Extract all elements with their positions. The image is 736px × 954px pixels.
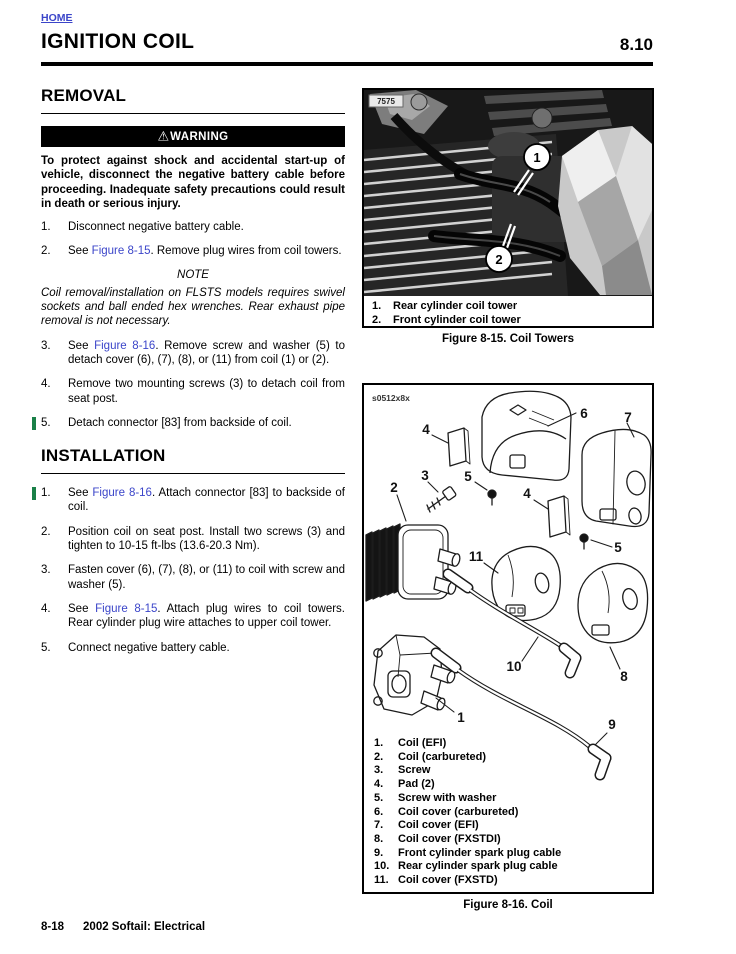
screw-drawing bbox=[427, 482, 457, 512]
header-rule bbox=[41, 62, 653, 66]
legend-item bbox=[374, 792, 604, 806]
step-text: Position coil on seat post. Install two screws (3) and tighten to 10-15 ft-lbs (13.6-20.3 Nm). bbox=[68, 525, 345, 553]
home-link[interactable]: HOME bbox=[41, 12, 73, 24]
removal-step-1 bbox=[41, 220, 345, 234]
step-number: 2. bbox=[41, 525, 51, 538]
legend-number: 4. bbox=[374, 778, 384, 791]
footer-chapter: 2002 Softail: Electrical bbox=[83, 921, 206, 933]
callout-4a: 4 bbox=[422, 422, 430, 437]
photo-callout-rear-tower bbox=[524, 144, 550, 170]
legend-label: Coil cover (carbureted) bbox=[398, 805, 519, 818]
legend-item bbox=[374, 806, 604, 820]
warning-triangle-icon: ⚠ bbox=[157, 128, 170, 144]
legend-item bbox=[374, 860, 604, 874]
legend-item bbox=[374, 778, 604, 792]
legend-item bbox=[374, 764, 604, 778]
legend-number: 1. bbox=[374, 737, 384, 749]
step-text: . Attach connector [83] to backside of coil. bbox=[68, 487, 345, 514]
installation-step-1 bbox=[41, 486, 345, 515]
legend-number: 5. bbox=[374, 791, 384, 804]
removal-step-4 bbox=[41, 377, 345, 406]
step-text: See bbox=[68, 339, 95, 352]
figure-8-16-link[interactable]: Figure 8-16 bbox=[92, 487, 152, 500]
svg-text:1: 1 bbox=[533, 150, 541, 165]
figure-8-15-caption: Figure 8-15. Coil Towers bbox=[441, 333, 575, 345]
installation-step-5 bbox=[41, 641, 345, 655]
svg-text:2: 2 bbox=[495, 252, 503, 267]
note-text: Coil removal/installation on FLSTS models requires swivel sockets and ball ended hex wrenches. Rear exhaust pipe removal is not necessary. bbox=[41, 286, 345, 328]
callout-4b: 4 bbox=[523, 486, 531, 501]
legend-label: Coil (EFI) bbox=[398, 737, 447, 749]
warning-banner bbox=[41, 126, 345, 147]
callout-3: 3 bbox=[421, 468, 429, 483]
removal-heading: REMOVAL bbox=[41, 86, 345, 114]
legend-label: Rear cylinder coil tower bbox=[393, 300, 518, 312]
installation-step-2 bbox=[41, 525, 345, 554]
step-text: Fasten cover (6), (7), (8), or (11) to coil with screw and washer (5). bbox=[68, 564, 345, 591]
removal-step-5 bbox=[41, 416, 345, 430]
step-number: 1. bbox=[41, 221, 51, 234]
step-number: 4. bbox=[41, 602, 51, 615]
svg-text:7575: 7575 bbox=[377, 97, 395, 106]
legend-label: Coil cover (FXSTD) bbox=[398, 874, 498, 887]
step-text: Detach connector [83] from backside of coil. bbox=[68, 416, 292, 429]
coil-cover-fxstd-drawing bbox=[484, 546, 560, 620]
step-number: 3. bbox=[41, 339, 51, 352]
legend-item bbox=[374, 819, 604, 833]
page-title: IGNITION COIL bbox=[41, 30, 195, 53]
pad-drawing-b bbox=[534, 496, 570, 537]
figure-8-15-photo bbox=[364, 90, 652, 296]
figure-8-16-legend bbox=[374, 737, 604, 888]
pad-drawing-a bbox=[432, 428, 470, 466]
coil-cover-efi-drawing bbox=[582, 423, 651, 526]
step-text: . Remove plug wires from coil towers. bbox=[150, 245, 342, 258]
step-text: . Attach plug wires to coil towers. Rear cylinder plug wire attaches to upper coil tower. bbox=[68, 602, 345, 630]
legend-label: Pad (2) bbox=[398, 778, 435, 791]
coil-carbureted-drawing bbox=[366, 495, 461, 601]
callout-9: 9 bbox=[608, 717, 616, 732]
callout-5a: 5 bbox=[464, 469, 472, 484]
screw-washer-drawing-a bbox=[475, 482, 496, 505]
legend-number: 2. bbox=[372, 314, 382, 326]
callout-5b: 5 bbox=[614, 540, 622, 555]
legend-item bbox=[374, 874, 604, 888]
legend-item bbox=[374, 737, 604, 751]
figure-8-16-caption: Figure 8-16. Coil bbox=[463, 899, 553, 911]
coil-cover-fxstdi-drawing bbox=[578, 563, 648, 669]
callout-8: 8 bbox=[620, 669, 628, 684]
legend-item bbox=[374, 751, 604, 765]
figure-8-16-box bbox=[362, 383, 654, 894]
step-number: 2. bbox=[41, 245, 51, 258]
callout-11: 11 bbox=[468, 549, 484, 564]
legend-item bbox=[372, 313, 644, 327]
procedure-column bbox=[41, 86, 345, 665]
callout-2: 2 bbox=[390, 480, 398, 495]
photo-callout-front-tower bbox=[486, 246, 512, 272]
step-number: 5. bbox=[41, 416, 51, 429]
warning-text: To protect against shock and accidental start-up of vehicle, disconnect the negative battery cable before proceeding. Inadequate safety precautions could result in death or serious injury. bbox=[41, 155, 345, 210]
step-text: Disconnect negative battery cable. bbox=[68, 221, 244, 234]
callout-1: 1 bbox=[457, 710, 465, 725]
screw-washer-drawing-b bbox=[580, 534, 612, 549]
section-number: 8.10 bbox=[619, 35, 653, 54]
step-number: 5. bbox=[41, 641, 51, 654]
step-text: See bbox=[68, 245, 92, 258]
revision-change-bar bbox=[32, 417, 36, 430]
figure-8-15-link[interactable]: Figure 8-15 bbox=[91, 245, 151, 258]
legend-number: 3. bbox=[374, 764, 384, 777]
legend-label: Coil (carbureted) bbox=[398, 750, 487, 763]
legend-number: 7. bbox=[374, 819, 384, 832]
legend-number: 8. bbox=[374, 832, 384, 845]
page-footer bbox=[41, 921, 205, 933]
legend-label: Screw bbox=[398, 764, 431, 777]
step-number: 3. bbox=[41, 564, 51, 577]
legend-label: Coil cover (FXSTDI) bbox=[398, 832, 501, 845]
removal-step-2 bbox=[41, 244, 345, 258]
legend-number: 10. bbox=[374, 860, 390, 873]
step-text: Remove two mounting screws (3) to detach coil from seat post. bbox=[68, 378, 345, 405]
legend-item bbox=[374, 833, 604, 847]
legend-label: Front cylinder coil tower bbox=[393, 314, 521, 326]
installation-heading: INSTALLATION bbox=[41, 446, 345, 474]
legend-number: 2. bbox=[374, 750, 384, 763]
warning-label: WARNING bbox=[170, 130, 229, 143]
installation-step-3 bbox=[41, 563, 345, 592]
removal-step-3 bbox=[41, 339, 345, 368]
note-heading: NOTE bbox=[177, 268, 209, 281]
figure-8-16-link[interactable]: Figure 8-16 bbox=[94, 339, 156, 352]
figure-8-15-box bbox=[362, 88, 654, 328]
legend-label: Screw with washer bbox=[398, 791, 497, 804]
coil-cover-carbureted-drawing bbox=[482, 391, 576, 480]
legend-number: 11. bbox=[374, 874, 389, 887]
step-text: . Remove screw and washer (5) to detach cover (6), (7), (8), or (11) from coil (1) or (2). bbox=[68, 339, 345, 366]
revision-change-bar bbox=[32, 487, 36, 500]
legend-item bbox=[374, 847, 604, 861]
legend-label: Rear cylinder spark plug cable bbox=[398, 860, 558, 873]
coil-efi-drawing bbox=[374, 635, 456, 715]
legend-label: Front cylinder spark plug cable bbox=[398, 846, 562, 859]
callout-6: 6 bbox=[580, 406, 588, 421]
step-number: 1. bbox=[41, 487, 51, 500]
step-text: See bbox=[68, 602, 96, 615]
step-text: See bbox=[68, 487, 93, 500]
step-number: 4. bbox=[41, 378, 51, 391]
footer-page-number: 8-18 bbox=[41, 921, 65, 933]
installation-step-4 bbox=[41, 602, 345, 631]
callout-7: 7 bbox=[624, 410, 632, 425]
step-text: Connect negative battery cable. bbox=[68, 641, 230, 654]
svg-text:s0512x8x: s0512x8x bbox=[372, 393, 410, 403]
legend-number: 9. bbox=[374, 846, 384, 859]
callout-10: 10 bbox=[506, 659, 522, 674]
legend-item bbox=[372, 299, 644, 313]
figure-8-15-legend bbox=[364, 296, 652, 327]
legend-label: Coil cover (EFI) bbox=[398, 819, 479, 832]
legend-number: 6. bbox=[374, 805, 384, 818]
figure-8-15-link[interactable]: Figure 8-15 bbox=[95, 602, 158, 615]
legend-number: 1. bbox=[372, 300, 382, 312]
